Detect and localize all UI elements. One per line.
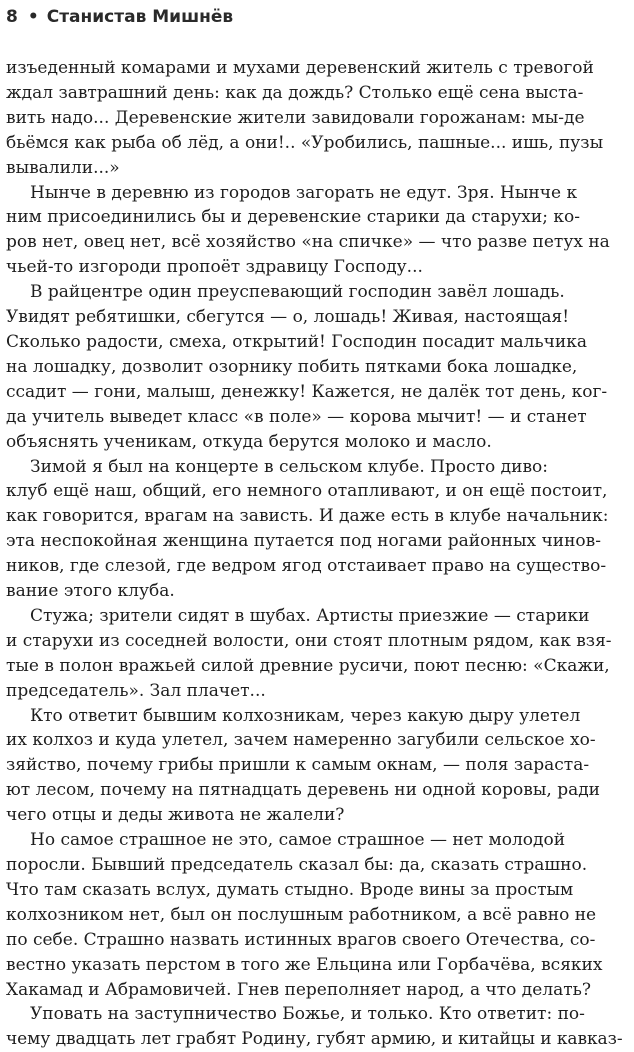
text-line: чьей-то изгороди пропоёт здравицу Господу... xyxy=(6,257,423,278)
text-line: да учитель выведет класс «в поле» — корова мычит! — и станет xyxy=(6,406,587,427)
text-line: поросли. Бывший председатель сказал бы: да, сказать страшно. xyxy=(6,855,588,875)
text-line: Зимой я был на концерте в сельском клубе. Просто диво: xyxy=(30,456,549,477)
text-line: клуб ещё наш, общий, его немного отапливают, и он ещё постоит, xyxy=(6,481,608,502)
text-line: эта неспокойная женщина путается под ногами районных чинов- xyxy=(6,531,601,552)
text-line: бьёмся как рыба об лёд, а они!.. «Уробились, пашные... ишь, пузы xyxy=(6,132,604,153)
text-line: изъеденный комарами и мухами деревенский житель с тревогой xyxy=(6,58,594,78)
text-line: колхозником нет, был он послушным работником, а всё равно не xyxy=(6,904,597,925)
body-text xyxy=(6,56,624,1052)
text-line: ним присоединились бы и деревенские старики да старухи; ко- xyxy=(6,207,580,228)
running-header xyxy=(6,7,233,27)
text-line: объяснять ученикам, откуда берутся молоко и масло. xyxy=(6,431,492,452)
text-line: зяйство, почему грибы пришли к самым окнам, — поля зараста- xyxy=(6,755,590,776)
text-line: В райцентре один преуспевающий господин завёл лошадь. xyxy=(30,282,565,303)
text-line: как говорится, врагам на зависть. И даже есть в клубе начальник: xyxy=(6,506,609,527)
text-line: их колхоз и куда улетел, зачем намеренно загубили сельское хо- xyxy=(6,730,596,751)
text-line: чего отцы и деды живота не жалели? xyxy=(6,805,345,826)
text-line: Хакамад и Абрамовичей. Гнев переполняет народ, а что делать? xyxy=(6,979,592,1000)
text-line: чему двадцать лет грабят Родину, губят армию, и китайцы и кавказ- xyxy=(6,1029,623,1050)
text-line: Нынче в деревню из городов загорать не едут. Зря. Нынче к xyxy=(30,182,578,203)
text-line: ников, где слезой, где ведром ягод отстаивает право на существо- xyxy=(6,556,607,577)
text-line: вывалили...» xyxy=(6,157,120,178)
text-line: и старухи из соседней волости, они стоят плотным рядом, как взя- xyxy=(6,630,612,651)
text-line: Но самое страшное не это, самое страшное — нет молодой xyxy=(30,830,566,851)
text-line: Стужа; зрители сидят в шубах. Артисты приезжие — старики xyxy=(30,605,590,626)
text-line: вестно указать перстом в того же Ельцина или Горбачёва, всяких xyxy=(6,954,603,975)
text-line: председатель». Зал плачет... xyxy=(6,680,266,701)
author-name: Станистав Мишнёв xyxy=(46,7,234,27)
text-line: Что там сказать вслух, думать стыдно. Вроде вины за простым xyxy=(6,879,574,900)
text-line: Кто ответит бывшим колхозникам, через какую дыру улетел xyxy=(30,705,581,726)
text-line: на лошадку, дозволит озорнику побить пятками бока лошадке, xyxy=(6,356,578,377)
text-line: Увидят ребятишки, сбегутся — о, лошадь! Живая, настоящая! xyxy=(6,307,570,328)
text-line: ют лесом, почему на пятнадцать деревень ни одной коровы, ради xyxy=(6,780,601,801)
text-line: по себе. Страшно назвать истинных врагов своего Отечества, со- xyxy=(6,929,596,950)
text-line: ссадит — гони, малыш, денежку! Кажется, не далёк тот день, ког- xyxy=(6,381,608,402)
page-number: 8 xyxy=(6,7,18,27)
text-line: ров нет, овец нет, всё хозяйство «на спичке» — что разве петух на xyxy=(6,232,610,253)
text-line: ждал завтрашний день: как да дождь? Столько ещё сена выста- xyxy=(6,82,584,103)
text-line: Сколько радости, смеха, открытий! Господин посадит мальчика xyxy=(6,331,587,352)
text-line: тые в полон вражьей силой древние русичи, поют песню: «Скажи, xyxy=(6,655,610,676)
text-line: вание этого клуба. xyxy=(6,581,175,602)
header-separator: • xyxy=(27,7,39,27)
text-line: Уповать на заступничество Божье, и только. Кто ответит: по- xyxy=(30,1004,585,1025)
text-line: вить надо... Деревенские жители завидовали горожанам: мы-де xyxy=(6,107,585,128)
